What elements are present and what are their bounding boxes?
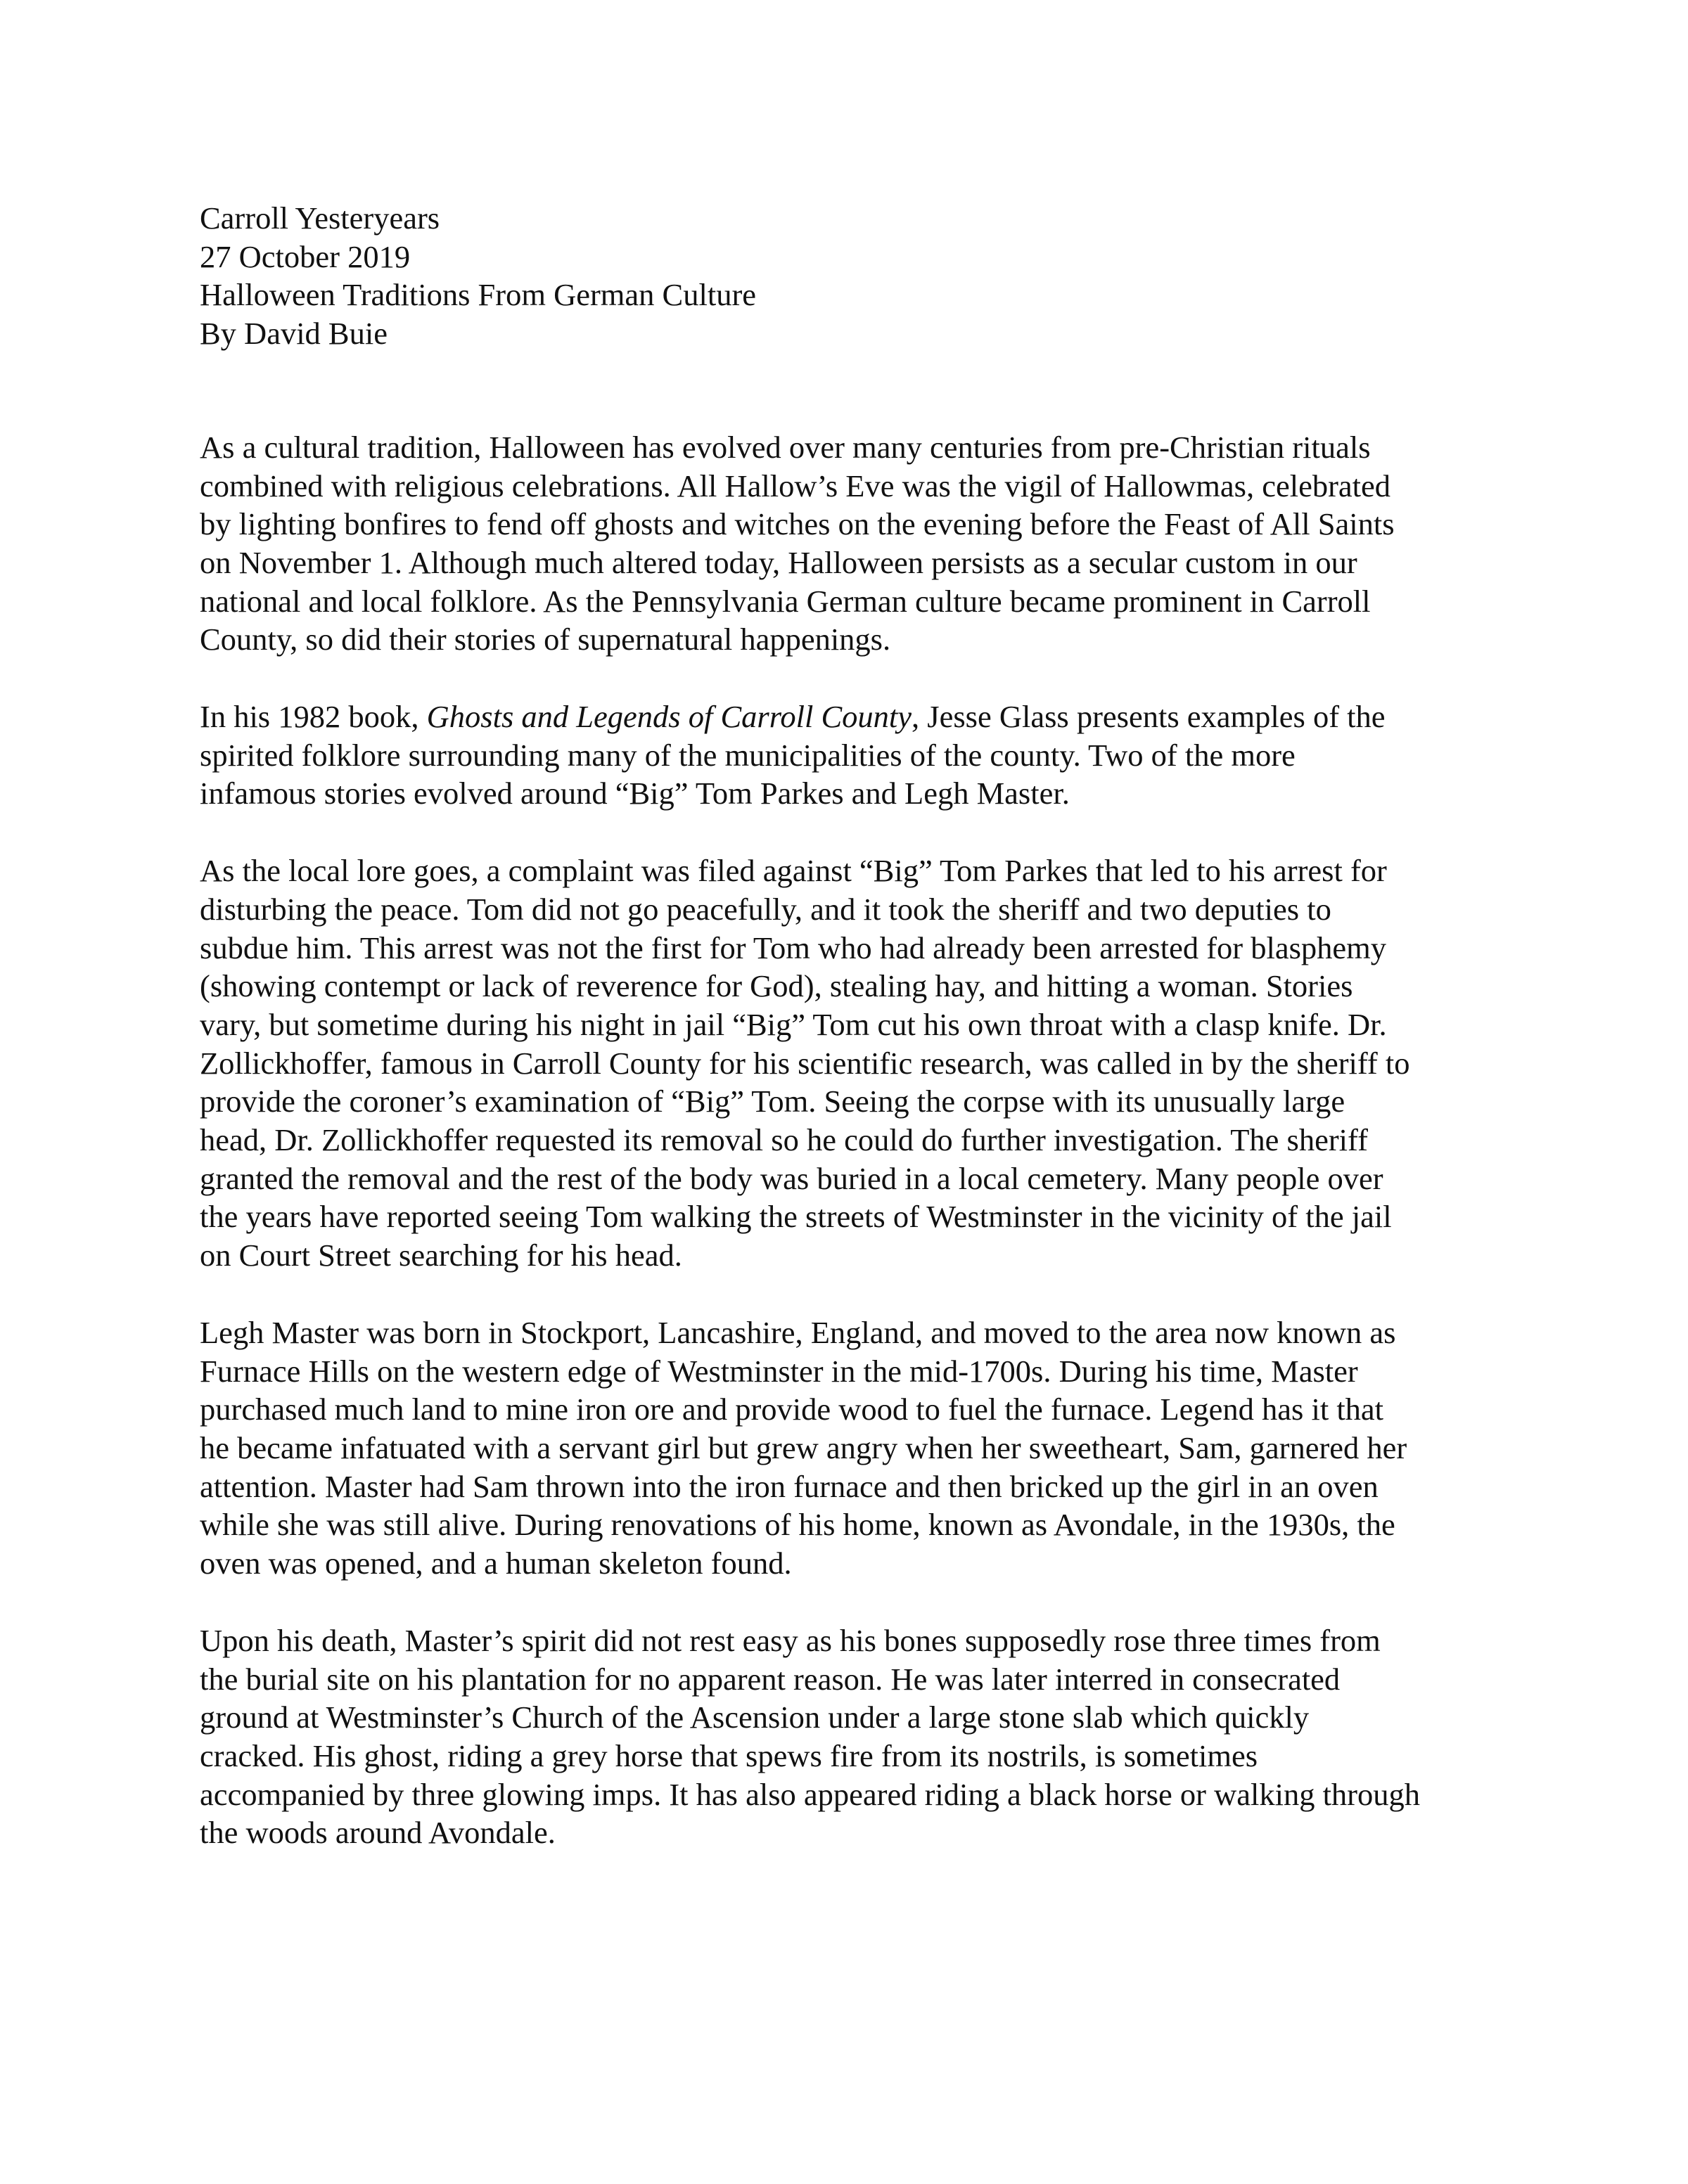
text-line: combined with religious celebrations. All Hallow’s Eve was the vigil of Hallowmas, celebrated [200,468,1391,503]
text-line: Zollickhoffer, famous in Carroll County for his scientific research, was called in by the sheriff to [200,1045,1410,1081]
text-line: As the local lore goes, a complaint was filed against “Big” Tom Parkes that led to his arrest for [200,853,1387,889]
text-line: ground at Westminster’s Church of the Ascension under a large stone slab which quickly [200,1700,1310,1735]
text-segment: In his 1982 book, [200,699,427,735]
text-line: the burial site on his plantation for no apparent reason. He was later interred in consecrated [200,1661,1341,1697]
text-line: he became infatuated with a servant girl but grew angry when her sweetheart, Sam, garnered her [200,1430,1407,1465]
text-line: the woods around Avondale. [200,1815,556,1851]
text-line: County, so did their stories of supernatural happenings. [200,622,891,657]
text-line: vary, but sometime during his night in jail “Big” Tom cut his own throat with a clasp knife. Dr. [200,1006,1387,1042]
paragraph-legh-master [200,1313,1508,1583]
publication-name: Carroll Yesteryears [200,200,440,236]
text-line: infamous stories evolved around “Big” Tom Parkes and Legh Master. [200,776,1070,811]
text-line: Upon his death, Master’s spirit did not rest easy as his bones supposedly rose three times from [200,1622,1381,1658]
text-line: Legh Master was born in Stockport, Lancashire, England, and moved to the area now known as [200,1314,1396,1350]
book-title: Ghosts and Legends of Carroll County [426,699,912,735]
text-line: As a cultural tradition, Halloween has evolved over many centuries from pre-Christian rituals [200,429,1371,465]
text-line [200,698,1508,736]
text-line: (showing contempt or lack of reverence for God), stealing hay, and hitting a woman. Stories [200,968,1353,1004]
text-line: cracked. His ghost, riding a grey horse that spews fire from its nostrils, is sometimes [200,1737,1258,1773]
paragraph-intro [200,428,1508,659]
text-line: the years have reported seeing Tom walking the streets of Westminster in the vicinity of the jail [200,1199,1392,1235]
text-line: disturbing the peace. Tom did not go peacefully, and it took the sheriff and two deputies to [200,891,1331,927]
article-byline: By David Buie [200,316,388,352]
paragraph-master-ghost [200,1621,1508,1852]
text-line: subdue him. This arrest was not the first for Tom who had already been arrested for blasphemy [200,930,1387,965]
text-line: national and local folklore. As the Pennsylvania German culture became prominent in Carroll [200,583,1371,619]
text-line: spirited folklore surrounding many of the municipalities of the county. Two of the more [200,737,1296,773]
text-segment: , Jesse Glass presents examples of the [912,699,1386,735]
text-line: purchased much land to mine iron ore and provide wood to fuel the furnace. Legend has it that [200,1392,1384,1427]
text-line: on November 1. Although much altered today, Halloween persists as a secular custom in our [200,544,1357,580]
article-title: Halloween Traditions From German Culture [200,277,757,313]
document-body [200,199,1508,1891]
text-line: provide the coroner’s examination of “Big” Tom. Seeing the corpse with its unusually large [200,1084,1345,1119]
paragraph-tom-parkes [200,852,1508,1275]
article-header [200,199,1508,353]
text-line: granted the removal and the rest of the body was buried in a local cemetery. Many people over [200,1160,1383,1196]
text-line: while she was still alive. During renovations of his home, known as Avondale, in the 1930s, the [200,1507,1395,1543]
text-line: attention. Master had Sam thrown into the iron furnace and then bricked up the girl in an oven [200,1468,1379,1504]
text-line: on Court Street searching for his head. [200,1238,682,1273]
paragraph-book-reference [200,698,1508,813]
text-line: accompanied by three glowing imps. It has also appeared riding a black horse or walking through [200,1776,1421,1812]
text-line: head, Dr. Zollickhoffer requested its removal so he could do further investigation. The sheriff [200,1122,1368,1158]
publication-date: 27 October 2019 [200,238,411,274]
text-line: oven was opened, and a human skeleton found. [200,1546,792,1581]
text-line: by lighting bonfires to fend off ghosts and witches on the evening before the Feast of All Saints [200,506,1395,542]
text-line: Furnace Hills on the western edge of Westminster in the mid-1700s. During his time, Master [200,1353,1358,1389]
